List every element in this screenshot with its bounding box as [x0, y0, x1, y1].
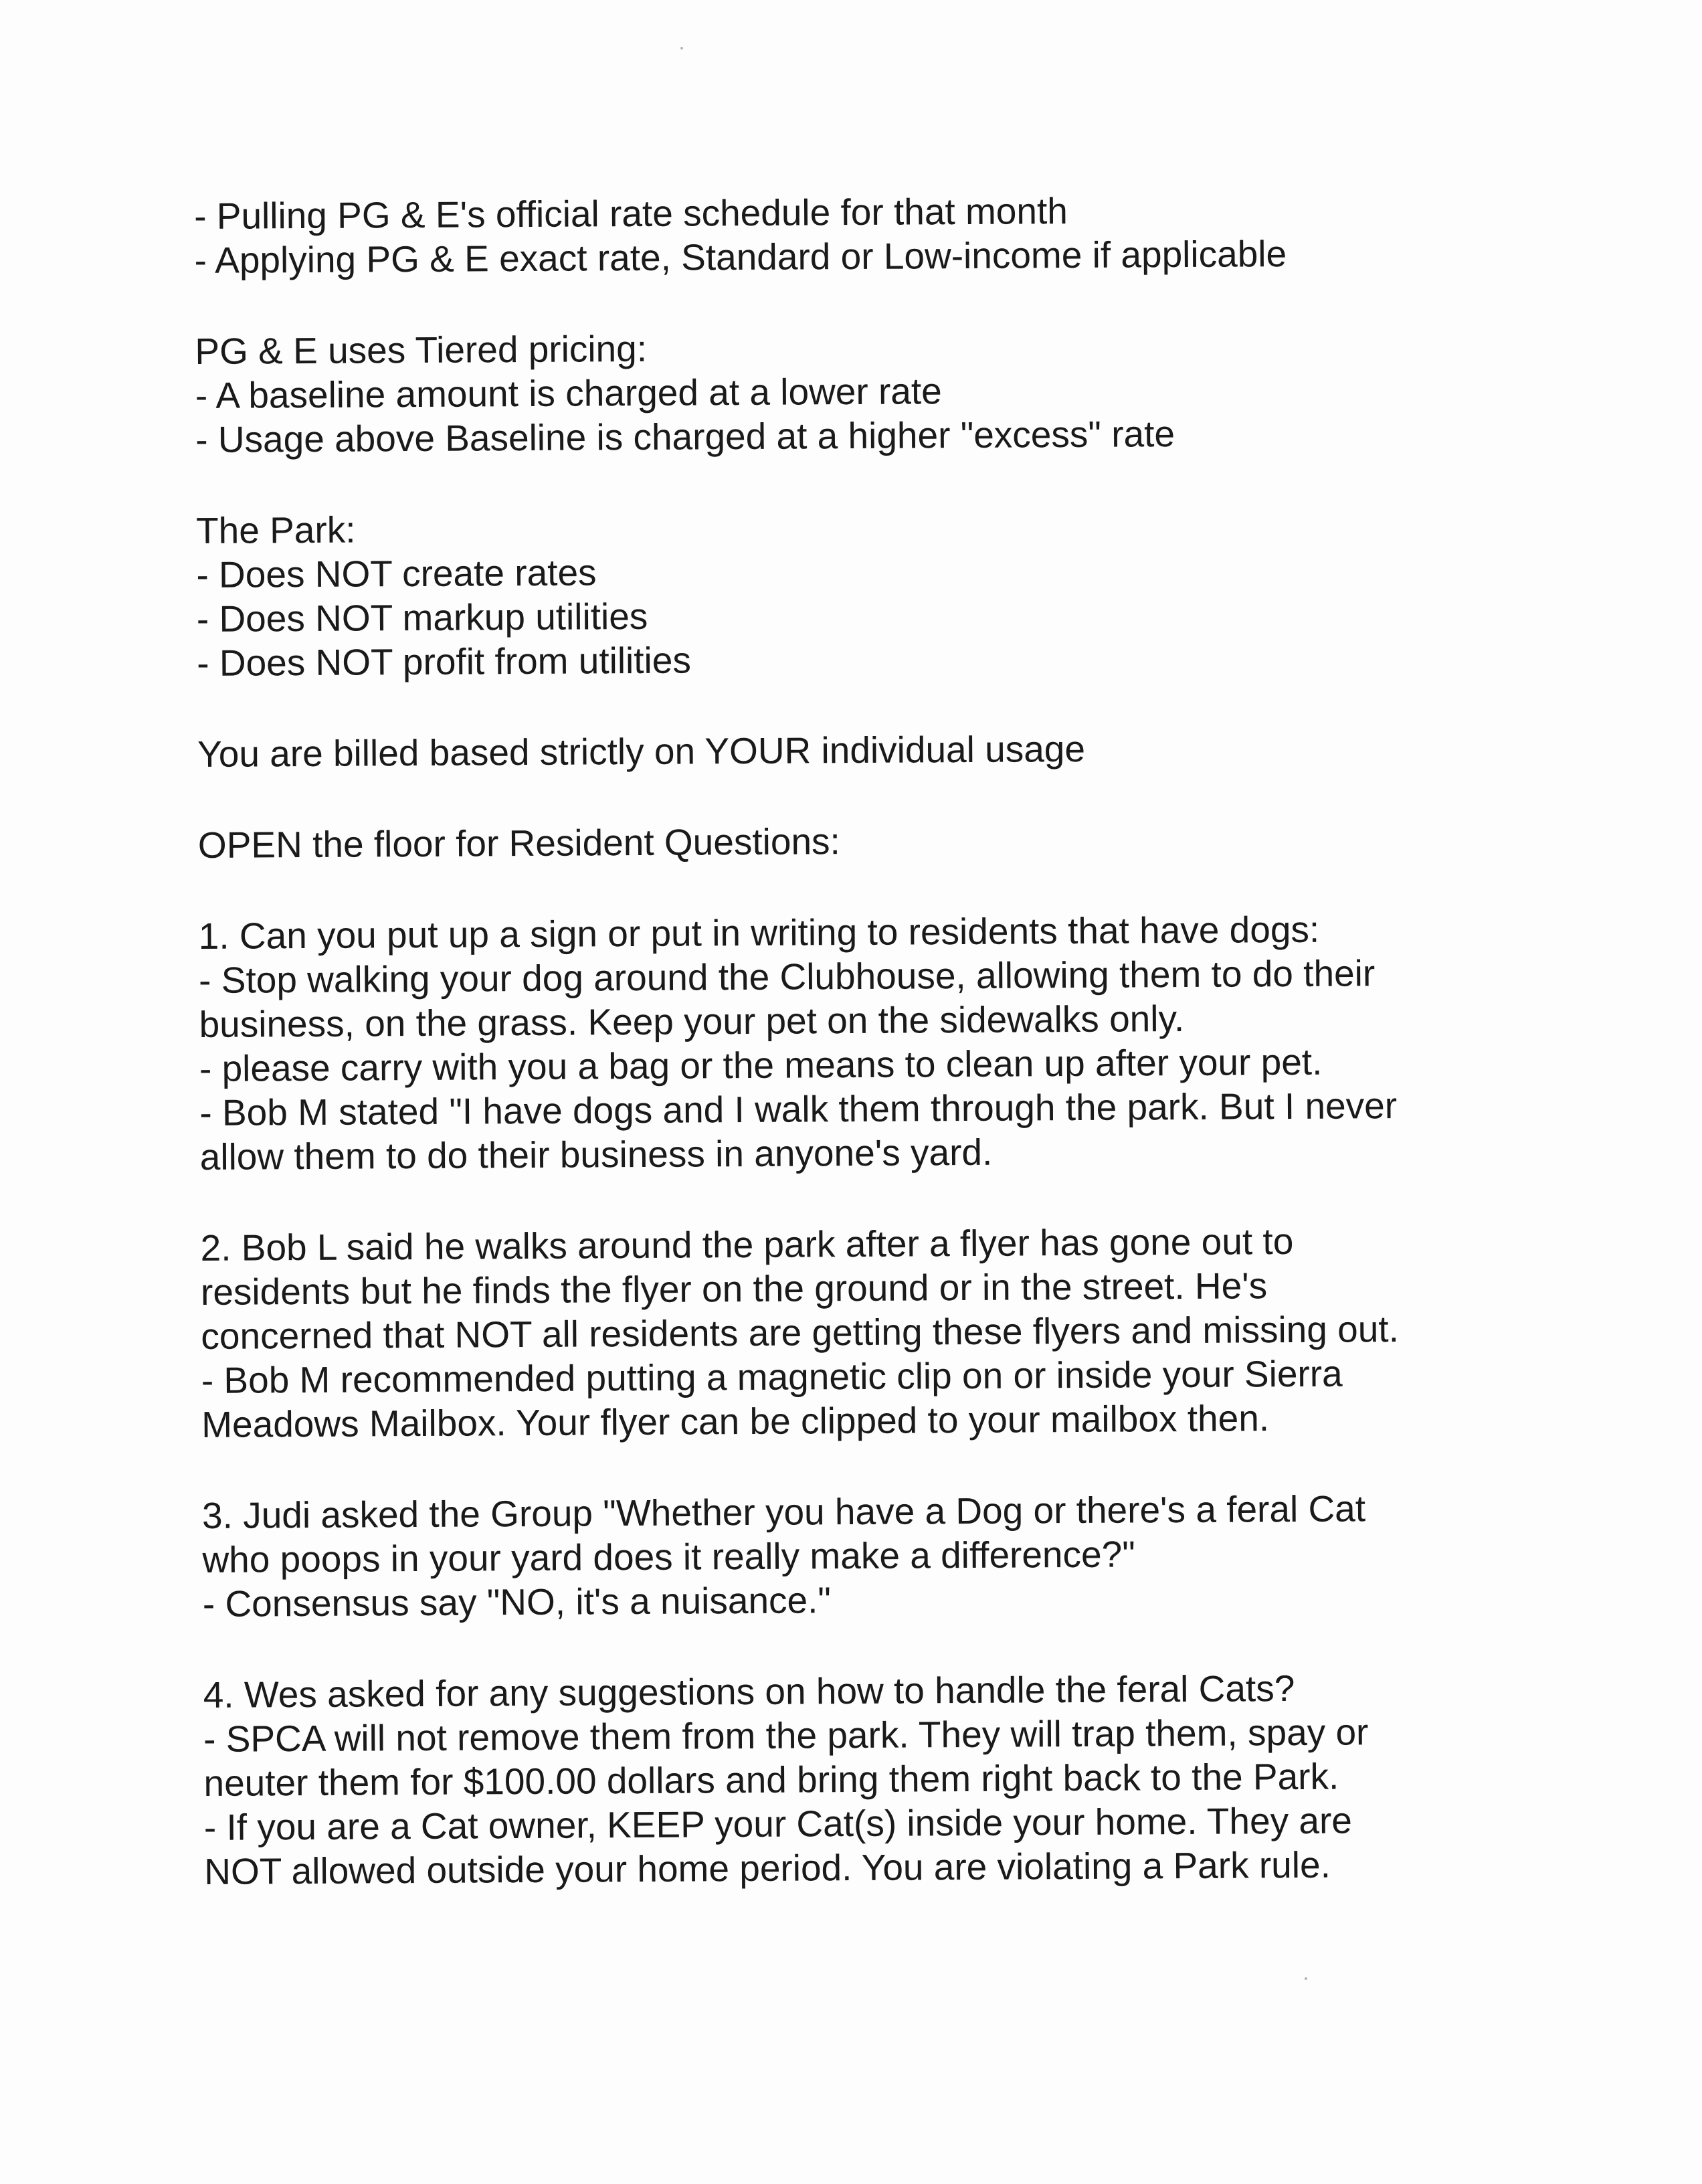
scan-speck [680, 47, 683, 50]
text-line: You are billed based strictly on YOUR individual usage [197, 727, 1086, 775]
text-line: - Consensus say "NO, it's a nuisance." [202, 1579, 832, 1625]
text-line: - Does NOT create rates [196, 551, 597, 596]
text-line: 2. Bob L said he walks around the park after a flyer has gone out to [200, 1220, 1294, 1269]
text-line: residents but he finds the flyer on the ground or in the street. He's [200, 1265, 1268, 1313]
text-line: - please carry with you a bag or the means to clean up after your pet. [199, 1040, 1323, 1089]
text-line: - Bob M recommended putting a magnetic clip on or inside your Sierra [201, 1352, 1343, 1401]
document-body [194, 186, 1542, 1894]
text-line: - Usage above Baseline is charged at a higher "excess" rate [195, 413, 1175, 460]
text-line: - A baseline amount is charged at a lower rate [195, 370, 942, 416]
text-line: Meadows Mailbox. Your flyer can be clipped to your mailbox then. [201, 1397, 1270, 1445]
section-billing-statement [197, 724, 1535, 776]
text-line: 1. Can you put up a sign or put in writing to residents that have dogs: [198, 908, 1320, 957]
text-line: - Does NOT markup utilities [196, 595, 648, 640]
text-line: - Does NOT profit from utilities [197, 639, 692, 684]
question-1 [199, 906, 1538, 1179]
text-line: - SPCA will not remove them from the park. They will trap them, spay or [203, 1711, 1369, 1760]
section-open-floor [198, 815, 1536, 867]
scan-speck [1305, 1977, 1307, 1980]
text-line: - If you are a Cat owner, KEEP your Cat(s) inside your home. They are [203, 1799, 1353, 1848]
text-line: - Bob M stated "I have dogs and I walk them through the park. But I never [199, 1085, 1398, 1133]
text-line: The Park: [195, 509, 356, 551]
text-line: NOT allowed outside your home period. You are violating a Park rule. [204, 1843, 1331, 1892]
section-tiered-pricing [195, 321, 1533, 462]
text-line: 3. Judi asked the Group "Whether you have a Dog or there's a feral Cat [201, 1487, 1366, 1536]
question-4 [203, 1665, 1543, 1894]
text-line: business, on the grass. Keep your pet on the sidewalks only. [199, 997, 1185, 1045]
text-line: PG & E uses Tiered pricing: [195, 327, 648, 372]
text-line: - Pulling PG & E's official rate schedule for that month [194, 190, 1068, 237]
text-line: neuter them for $100.00 dollars and bring them right back to the Park. [203, 1755, 1339, 1804]
text-line: - Applying PG & E exact rate, Standard or Low-income if applicable [194, 233, 1287, 281]
text-line: allow them to do their business in anyone's yard. [199, 1131, 993, 1178]
text-line: concerned that NOT all residents are getting these flyers and missing out. [201, 1308, 1400, 1357]
text-line: who poops in your yard does it really make a difference?" [202, 1533, 1135, 1580]
section-rate-process [194, 186, 1533, 282]
question-3 [202, 1485, 1541, 1626]
section-the-park [196, 500, 1535, 685]
question-2 [200, 1218, 1539, 1447]
text-line: OPEN the floor for Resident Questions: [197, 820, 841, 866]
text-line: - Stop walking your dog around the Clubhouse, allowing them to do their [198, 952, 1376, 1001]
text-line: 4. Wes asked for any suggestions on how to handle the feral Cats? [203, 1667, 1295, 1716]
